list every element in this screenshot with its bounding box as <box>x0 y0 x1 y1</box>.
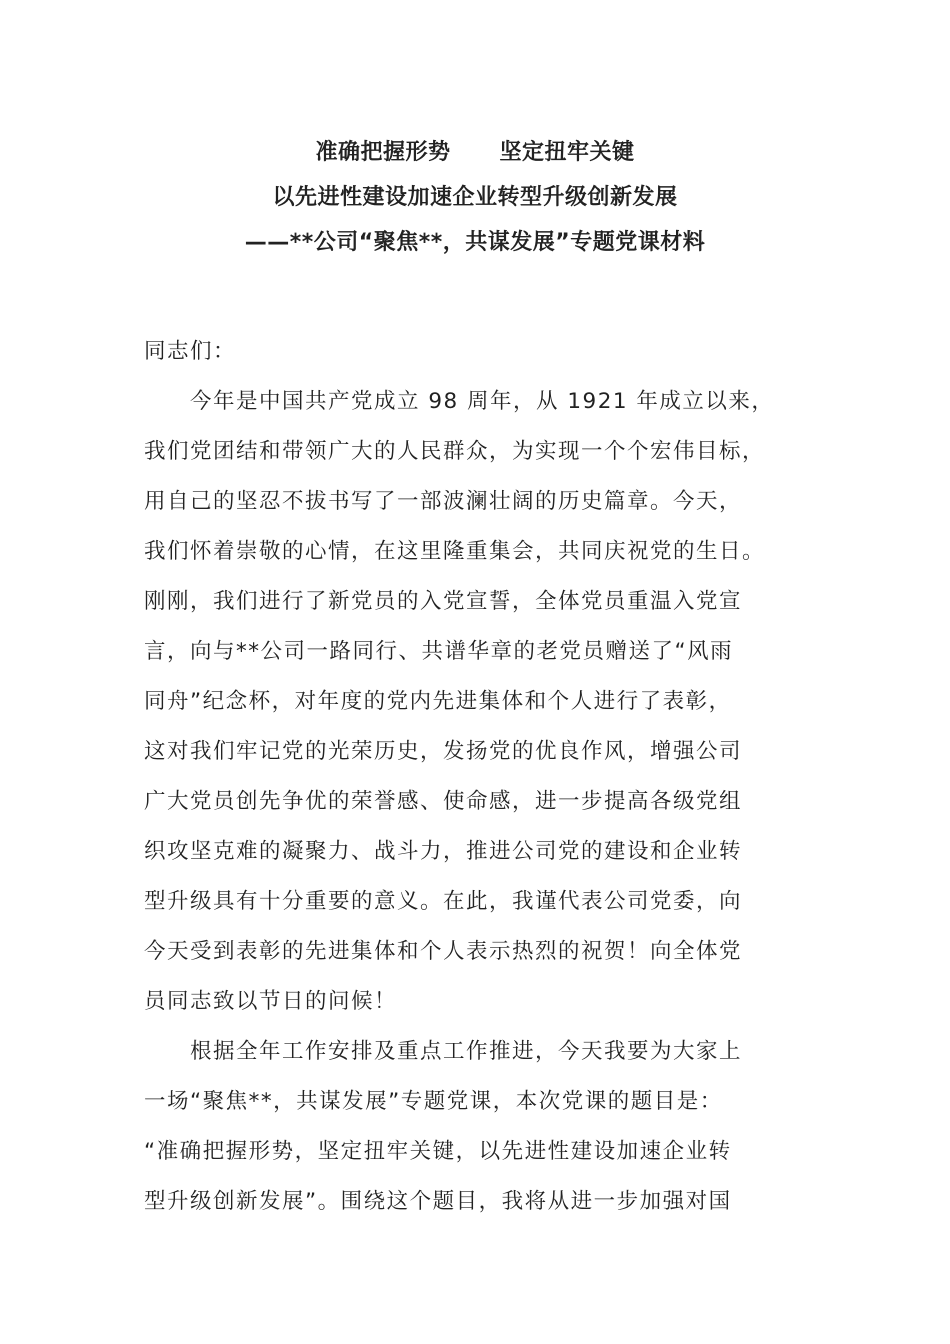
paragraph-1-line: 员同志致以节日的问候！ <box>144 989 398 1014</box>
paragraph-1-line: 今年是中国共产党成立 98 周年，从 1921 年成立以来， <box>190 389 775 414</box>
paragraph-1-line: 刚刚，我们进行了新党员的入党宣誓，全体党员重温入党宣 <box>144 589 743 614</box>
paragraph-2-line: 型升级创新发展”。围绕这个题目，我将从进一步加强对国 <box>144 1189 732 1214</box>
title-line-1: 准确把握形势 坚定扭牢关键 <box>315 140 635 165</box>
paragraph-1-line: 织攻坚克难的凝聚力、战斗力，推进公司党的建设和企业转 <box>144 839 743 864</box>
paragraph-1-line: 我们党团结和带领广大的人民群众，为实现一个个宏伟目标， <box>144 439 766 464</box>
salutation: 同志们： <box>144 339 237 364</box>
paragraph-1-line: 型升级具有十分重要的意义。在此，我谨代表公司党委，向 <box>144 889 743 914</box>
title-line-2: 以先进性建设加速企业转型升级创新发展 <box>272 185 678 210</box>
paragraph-1-line: 同舟”纪念杯，对年度的党内先进集体和个人进行了表彰， <box>144 689 732 714</box>
paragraph-2-line: 根据全年工作安排及重点工作推进，今天我要为大家上 <box>190 1039 743 1064</box>
paragraph-1-line: 用自己的坚忍不拔书写了一部波澜壮阔的历史篇章。今天， <box>144 489 743 514</box>
paragraph-1-line: 广大党员创先争优的荣誉感、使命感，进一步提高各级党组 <box>144 789 743 814</box>
paragraph-2-line: “准确把握形势，坚定扭牢关键，以先进性建设加速企业转 <box>144 1139 732 1164</box>
title-line-3: ——**公司“聚焦**，共谋发展”专题党课材料 <box>244 230 706 255</box>
paragraph-1-line: 今天受到表彰的先进集体和个人表示热烈的祝贺！向全体党 <box>144 939 743 964</box>
paragraph-2-line: 一场“聚焦**，共谋发展”专题党课，本次党课的题目是： <box>144 1089 723 1114</box>
document-body <box>144 327 824 1227</box>
document-title <box>0 130 950 265</box>
paragraph-1-line: 我们怀着崇敬的心情，在这里隆重集会，共同庆祝党的生日。 <box>144 539 766 564</box>
paragraph-1-line: 言，向与**公司一路同行、共谱华章的老党员赠送了“风雨 <box>144 639 734 664</box>
paragraph-1-line: 这对我们牢记党的光荣历史，发扬党的优良作风，增强公司 <box>144 739 743 764</box>
